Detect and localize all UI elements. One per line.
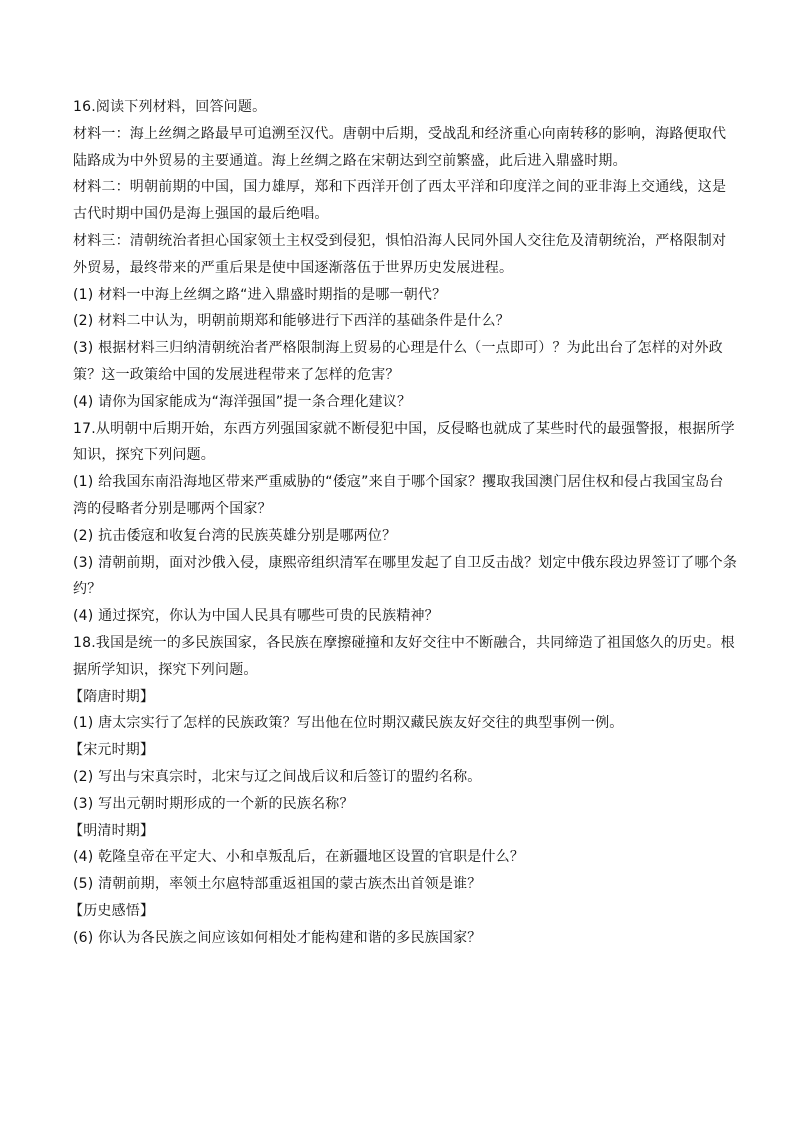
- section-ming-qing: 【明清时期】: [69, 822, 155, 839]
- material-3-line-1: 材料三：清朝统治者担心国家领土主权受到侵犯，惧怕沿海人民同外国人交往危及清朝统治，严格限制对: [73, 232, 727, 249]
- section-song-yuan: 【宋元时期】: [69, 742, 155, 759]
- document-page: [69, 94, 738, 952]
- q16-sub-3-line-1: (3) 根据材料三归纳清朝统治者严格限制海上贸易的心理是什么（一点即可）？为此出台了怎样的对外政: [73, 340, 723, 357]
- q18-sub-1: (1) 唐太宗实行了怎样的民族政策？写出他在位时期汉藏民族友好交往的典型事例一例。: [73, 715, 624, 732]
- q17-sub-4: (4) 通过探究，你认为中国人民具有哪些可贵的民族精神？: [73, 608, 439, 625]
- section-history-reflection: 【历史感悟】: [69, 902, 155, 919]
- q17-sub-2: (2) 抗击倭寇和收复台湾的民族英雄分别是哪两位？: [73, 527, 397, 544]
- q16-sub-1: (1) 材料一中海上丝绸之路“进入鼎盛时期指的是哪一朝代？: [73, 286, 447, 303]
- question-18-line-2: 据所学知识，探究下列问题。: [73, 661, 258, 678]
- section-sui-tang: 【隋唐时期】: [69, 688, 155, 705]
- question-17-line-1: 17.从明朝中后期开始，东西方列强国家就不断侵犯中国，反侵略也就成了某些时代的最强警报，根据所学: [73, 420, 735, 437]
- q18-sub-4: (4) 乾隆皇帝在平定大、小和卓叛乱后，在新疆地区设置的官职是什么？: [73, 849, 525, 866]
- material-2-line-1: 材料二：明朝前期的中国，国力雄厚，郑和下西洋开创了西太平洋和印度洋之间的亚非海上交通线，这是: [73, 179, 727, 196]
- q17-sub-1-line-2: 湾的侵略者分别是哪两个国家？: [73, 500, 272, 517]
- q17-sub-1-line-1: (1) 给我国东南沿海地区带来严重威胁的“倭寇”来自于哪个国家？攫取我国澳门居住权和侵占我国宝岛台: [73, 474, 724, 491]
- question-16-title: 16.阅读下列材料，回答问题。: [73, 99, 267, 115]
- q17-sub-3-line-1: (3) 清朝前期，面对沙俄入侵，康熙帝组织清军在哪里发起了自卫反击战？划定中俄东段边界签订了哪个条: [73, 554, 738, 571]
- q16-sub-3-line-2: 策？这一政策给中国的发展进程带来了怎样的危害？: [73, 366, 400, 383]
- q18-sub-6: (6) 你认为各民族之间应该如何相处才能构建和谐的多民族国家？: [73, 929, 482, 946]
- q18-sub-5: (5) 清朝前期，率领土尔扈特部重返祖国的蒙古族杰出首领是谁？: [73, 876, 482, 893]
- material-1-line-2: 陆路成为中外贸易的主要通道。海上丝绸之路在宋朝达到空前繁盛，此后进入鼎盛时期。: [73, 152, 627, 169]
- material-2-line-2: 古代时期中国仍是海上强国的最后绝唱。: [73, 206, 329, 223]
- q18-sub-3: (3) 写出元朝时期形成的一个新的民族名称？: [73, 795, 354, 812]
- q16-sub-2: (2) 材料二中认为，明朝前期郑和能够进行下西洋的基础条件是什么？: [73, 313, 510, 330]
- question-17-line-2: 知识，探究下列问题。: [73, 447, 215, 464]
- question-18-line-1: 18.我国是统一的多民族国家，各民族在摩擦碰撞和友好交往中不断融合，共同缔造了祖国悠久的历史。根: [73, 634, 735, 651]
- q18-sub-2: (2) 写出与宋真宗时，北宋与辽之间战后议和后签订的盟约名称。: [73, 768, 482, 785]
- q17-sub-3-line-2: 约？: [73, 581, 102, 598]
- material-3-line-2: 外贸易，最终带来的严重后果是使中国逐渐落伍于世界历史发展进程。: [73, 259, 514, 276]
- q16-sub-4: (4) 请你为国家能成为“海洋强国”提一条合理化建议？: [73, 393, 412, 410]
- material-1-line-1: 材料一：海上丝绸之路最早可追溯至汉代。唐朝中后期，受战乱和经济重心向南转移的影响，海路便取代: [73, 125, 727, 142]
